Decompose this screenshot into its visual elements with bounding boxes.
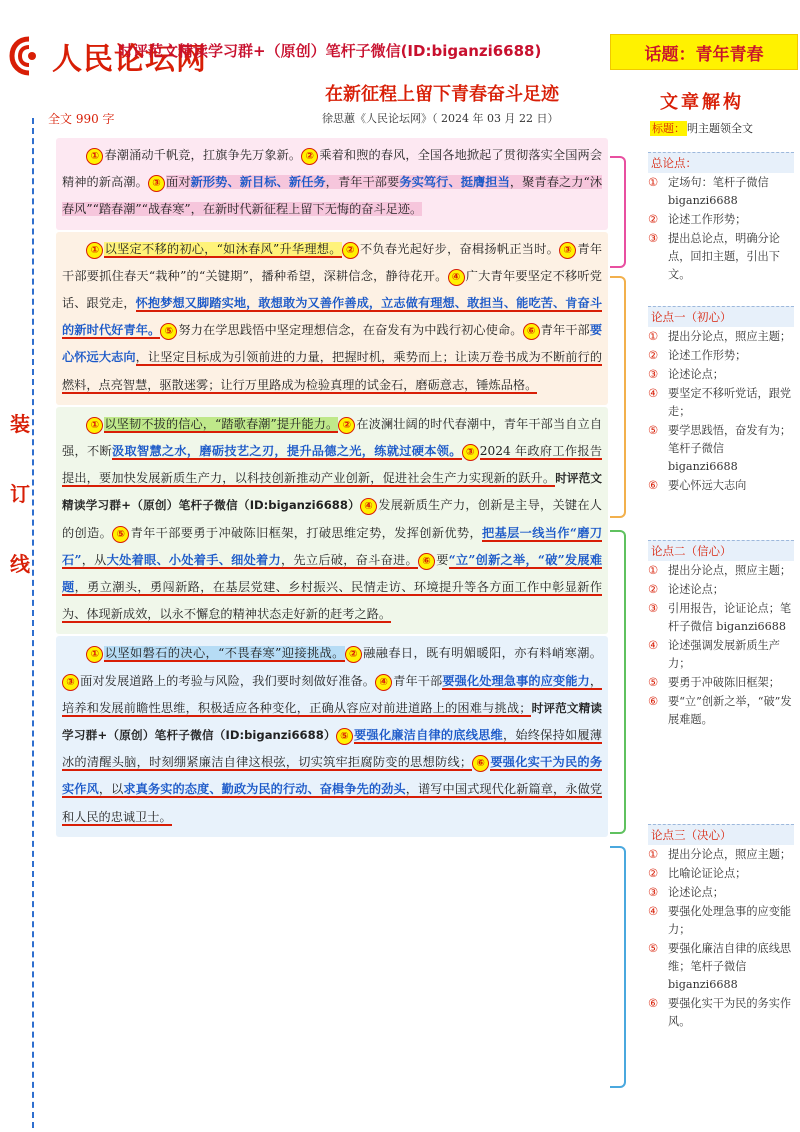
section-item: [648, 347, 794, 365]
text: 要: [435, 552, 449, 567]
sidebar-section-point-one: [648, 306, 794, 496]
sentence-number: ②: [345, 646, 362, 663]
section-item: [648, 366, 794, 384]
sentence: 不负春光起好步，奋楫扬帆正当时。: [359, 241, 560, 256]
item-number: ③: [648, 232, 659, 245]
section-item: [648, 211, 794, 229]
item-text: 要学思践悟，奋发有为；笔杆子微信 biganzi6688: [668, 424, 792, 473]
sentence: 青年干部要抓住春天“栽种”的“关键期”，播种希望，深耕信念，静待花开。: [62, 241, 603, 283]
sentence-number: ①: [86, 148, 103, 165]
keyword: 要强化廉洁自律的底线思维: [353, 728, 503, 743]
bracket-point-one: [610, 276, 626, 518]
text: ，从: [81, 552, 107, 567]
item-number: ⑤: [648, 424, 659, 437]
item-text: 提出分论点，照应主题；: [668, 330, 792, 343]
sentence-number: ②: [301, 148, 318, 165]
sentence-number: ③: [148, 175, 165, 192]
sentence-number: ①: [86, 417, 103, 434]
item-number: ②: [648, 213, 659, 226]
item-number: ①: [648, 848, 659, 861]
bracket-point-three: [610, 846, 626, 1088]
sentence-number: ⑤: [112, 526, 129, 543]
sentence-number: ⑤: [160, 323, 177, 340]
sidebar-section-point-three: [648, 824, 794, 1032]
item-number: ①: [648, 176, 659, 189]
item-number: ③: [648, 368, 659, 381]
text: ，谱写中国式现代化新篇章，永做党和人民的忠诚卫士。: [62, 782, 603, 824]
text: ，以: [98, 782, 124, 797]
sub-thesis: 以坚韧不拔的信心，“踏歌春潮”提升能力。: [104, 416, 339, 431]
sentence: 面对发展道路上的考验与风险，我们要时刻做好准备。: [80, 673, 376, 688]
keyword: 新形势、新目标、新任务: [190, 175, 326, 190]
title-note-text: 明主题领全文: [687, 122, 753, 135]
item-number: ①: [648, 564, 659, 577]
text: ，培养和发展前瞻性思维，积极适应各种变化，正确从容应对前进道路上的困难与挑战；: [62, 673, 603, 715]
sentence-number: ④: [360, 498, 377, 515]
binding-line: [32, 118, 34, 1128]
item-text: 要强化处理急事的应变能力；: [668, 905, 792, 936]
item-number: ④: [648, 639, 659, 652]
promo-text: 时评范文精读学习群+（原创）笔杆子微信（ID:biganzi6688）: [62, 471, 602, 513]
item-number: ③: [648, 602, 659, 615]
item-text: 论述强调发展新质生产力；: [668, 639, 780, 670]
item-number: ⑥: [648, 997, 659, 1010]
section-heading: 总论点：: [648, 152, 794, 173]
section-item: [648, 562, 794, 580]
article-body: [56, 138, 608, 839]
text: ，先立后破，奋斗奋进。: [280, 552, 418, 567]
sentence-number: ①: [86, 646, 103, 663]
keyword: 务实笃行、挺膺担当: [399, 175, 510, 190]
keyword: 要强化实干为民的务实作风: [62, 755, 603, 797]
keyword: 汲取智慧之水，磨砺技艺之刃，提升品德之光，练就过硬本领。: [111, 444, 462, 459]
paragraph-point-three: [56, 636, 608, 836]
promo-text: 时评范文精读学习群+（原创）笔杆子微信（ID:biganzi6688）: [62, 700, 602, 743]
section-item: [648, 903, 794, 939]
item-text: 定场句：笔杆子微信 biganzi6688: [668, 176, 769, 207]
item-text: 论述工作形势；: [668, 213, 747, 226]
item-text: 要坚定不移听党话，跟党走；: [668, 387, 792, 418]
sentence: 发展新质生产力，创新是主导，关键在人的创造。: [62, 498, 602, 540]
sidebar-section-total: [648, 152, 794, 285]
section-item: [648, 884, 794, 902]
sentence-number: ③: [462, 444, 479, 461]
keyword: 大处着眼、小处着手、细处着力: [106, 552, 281, 567]
item-number: ②: [648, 867, 659, 880]
section-item: [648, 477, 794, 495]
item-text: 论述论点；: [668, 368, 724, 381]
text: 面对: [165, 175, 191, 190]
item-number: ⑥: [648, 695, 659, 708]
sentence-number: ③: [559, 242, 576, 259]
item-number: ③: [648, 886, 659, 899]
sentence-number: ④: [375, 674, 392, 691]
section-item: [648, 846, 794, 864]
item-text: 引用报告，论证论点；笔杆子微信 biganzi6688: [668, 602, 792, 633]
section-item: [648, 422, 794, 476]
binding-char: 订: [10, 482, 30, 506]
item-number: ⑤: [648, 676, 659, 689]
section-heading: 论点三（决心）: [648, 824, 794, 845]
logo-text: 人民论坛网: [52, 42, 207, 77]
sentence-number: ⑥: [523, 323, 540, 340]
item-text: 要强化实干为民的务实作风。: [668, 997, 792, 1028]
keyword: 把基层一线当作“磨刀石”: [62, 525, 603, 567]
paragraph-intro: [56, 138, 608, 230]
text: ，勇立潮头，勇闯新路，在基层党建、乡村振兴、民情走访、环境提升等各方面工作中彰显新作为、体现新成效，以永不懈怠的精神状态走好新的赶考之路。: [62, 580, 603, 622]
sub-thesis: 以坚定不移的初心，“如沐春风”升华理想。: [104, 241, 342, 256]
text: 青年干部要勇于冲破陈旧框架，打破思维定势，发挥创新优势，: [130, 525, 483, 540]
title-tag: 标题：: [652, 122, 685, 135]
paragraph-point-two: [56, 407, 608, 635]
text: 在波澜壮阔的时代春潮中，青年干部当自立自强，不断: [62, 416, 603, 459]
text: ，青年干部要: [325, 175, 400, 190]
promo-banner: 时评范文精读学习群+（原创）笔杆子微信(ID:biganzi6688): [118, 42, 542, 60]
sentence: 乘着和煦的春风，全国各地掀起了贯彻落实全国两会精神的新高潮。: [62, 148, 603, 190]
binding-char: 线: [10, 552, 30, 576]
sub-thesis: 以坚如磐石的决心，“不畏春寒”迎接挑战。: [104, 646, 345, 661]
sentence: 春潮涌动千帆竞，扛旗争先万象新。: [104, 148, 302, 162]
sentence: 广大青年要坚定不移听党话、跟党走，: [62, 268, 602, 311]
text: ，让坚定目标成为引领前进的力量，把握时机，乘势而上；让读万卷书成为不断前行的燃料，点亮智慧，驱散迷雾；让行万里路成为检验真理的试金石，磨砺意志，锤炼品格。: [62, 350, 603, 392]
item-text: 论述论点；: [668, 886, 724, 899]
section-item: [648, 230, 794, 284]
bracket-point-two: [610, 530, 626, 834]
section-item: [648, 995, 794, 1031]
keyword: 要心怀远大志向: [62, 323, 603, 365]
item-number: ②: [648, 583, 659, 596]
section-item: [648, 693, 794, 729]
sidebar-section-point-two: [648, 540, 794, 730]
keyword: “立”创新之举，“破”发展难题: [62, 552, 603, 595]
sentence-number: ⑥: [418, 553, 435, 570]
byline: 徐思蕙《人民论坛网》（ 2024 年 03 月 22 日）: [322, 112, 559, 125]
keyword: 求真务实的态度、勤政为民的行动、奋楫争先的劲头: [123, 782, 406, 797]
sentence-number: ①: [86, 242, 103, 259]
article-title: 在新征程上留下青春奋斗足迹: [325, 84, 559, 105]
bracket-total: [610, 156, 626, 268]
topic-badge: 话题：青年青春: [610, 34, 798, 70]
section-item: [648, 385, 794, 421]
text: 青年干部: [393, 673, 443, 688]
text: ，始终保持如履薄冰的清醒头脑，时刻绷紧廉洁自律这根弦，切实筑牢拒腐防变的思想防线；: [62, 728, 602, 770]
sentence: 融融春日，既有明媚暖阳，亦有料峭寒潮。: [362, 646, 602, 661]
sentence-number: ②: [342, 242, 359, 259]
paragraph-point-one: [56, 232, 608, 405]
item-text: 要心怀远大志向: [668, 479, 747, 492]
section-item: [648, 637, 794, 673]
item-text: 提出分论点，照应主题；: [668, 848, 792, 861]
section-item: [648, 581, 794, 599]
sentence-number: ③: [62, 674, 79, 691]
sentence: 2024 年政府工作报告提出，要加快发展新质生产力，以科技创新推动产业创新，促进社会生产力实现新的跃升。: [62, 444, 603, 486]
word-count: 全文 990 字: [48, 112, 115, 126]
keyword: 要强化处理急事的应变能力: [442, 673, 590, 688]
sentence: 努力在学思践悟中坚定理想信念，在奋发有为中践行初心使命。: [178, 323, 523, 338]
item-text: 要勇于冲破陈旧框架；: [668, 676, 780, 689]
binding-char: 装: [10, 412, 30, 436]
text: 青年干部: [540, 323, 590, 338]
sentence-number: ⑥: [472, 755, 489, 772]
section-heading: 论点二（信心）: [648, 540, 794, 561]
section-item: [648, 865, 794, 883]
item-text: 要强化廉洁自律的底线思维；笔杆子微信 biganzi6688: [668, 942, 792, 991]
sidebar-title-note: [650, 120, 753, 136]
section-item: [648, 600, 794, 636]
section-item: [648, 674, 794, 692]
item-text: 比喻论证论点；: [668, 867, 747, 880]
item-number: ④: [648, 387, 659, 400]
text: ，聚青春之力“沐春风”“踏春潮”“战春寒”，在新时代新征程上留下无悔的奋斗足迹。: [62, 175, 603, 217]
item-text: 提出总论点，明确分论点，回扣主题，引出下文。: [668, 232, 780, 281]
sidebar-title: 文章解构: [660, 92, 744, 113]
item-number: ①: [648, 330, 659, 343]
item-number: ②: [648, 349, 659, 362]
section-item: [648, 174, 794, 210]
section-heading: 论点一（初心）: [648, 306, 794, 327]
item-number: ⑤: [648, 942, 659, 955]
sentence-number: ⑤: [336, 728, 353, 745]
item-text: 提出分论点，照应主题；: [668, 564, 792, 577]
keyword: 怀抱梦想又脚踏实地，敢想敢为又善作善成，立志做有理想、敢担当、能吃苦、肯奋斗的新时代好青年。: [62, 296, 603, 338]
item-text: 论述论点；: [668, 583, 724, 596]
section-item: [648, 940, 794, 994]
item-text: 要“立”创新之举，“破”发展难题。: [668, 695, 792, 726]
item-number: ⑥: [648, 479, 659, 492]
item-number: ④: [648, 905, 659, 918]
item-text: 论述工作形势；: [668, 349, 747, 362]
section-item: [648, 328, 794, 346]
sentence-number: ②: [338, 417, 355, 434]
sentence-number: ④: [448, 269, 465, 286]
logo-mark-icon: [8, 35, 50, 77]
